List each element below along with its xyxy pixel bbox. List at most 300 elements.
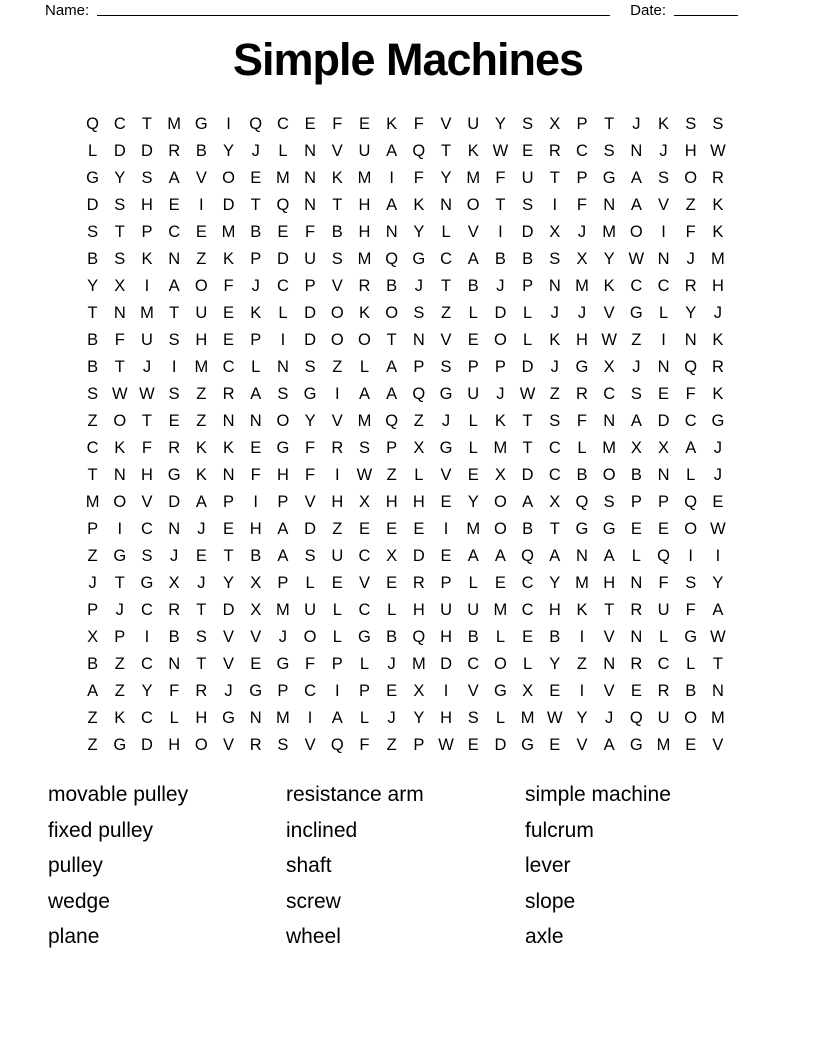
grid-letter: X: [413, 682, 425, 700]
grid-letter: R: [630, 601, 643, 619]
grid-letter: B: [494, 250, 506, 268]
grid-letter: I: [199, 196, 204, 214]
grid-letter: T: [169, 304, 180, 322]
grid-letter: D: [222, 196, 235, 214]
grid-letter: J: [387, 709, 396, 727]
grid-letter: G: [140, 574, 154, 592]
grid-letter: X: [494, 466, 506, 484]
grid-letter: A: [603, 547, 615, 565]
grid-letter: K: [223, 439, 235, 457]
grid-letter: S: [685, 115, 697, 133]
grid-letter: X: [630, 439, 642, 457]
grid-letter: U: [358, 142, 371, 160]
grid-letter: L: [278, 304, 288, 322]
grid-letter: H: [711, 277, 724, 295]
grid-letter: U: [440, 601, 452, 619]
grid-letter: V: [467, 223, 479, 241]
word-list-item: screw: [286, 889, 341, 913]
grid-letter: A: [386, 196, 398, 214]
grid-letter: A: [630, 196, 642, 214]
grid-letter: I: [498, 223, 503, 241]
grid-letter: A: [386, 142, 398, 160]
grid-letter: I: [280, 331, 286, 349]
grid-letter: D: [86, 196, 99, 214]
grid-letter: G: [194, 115, 208, 133]
grid-letter: J: [713, 304, 723, 322]
grid-letter: V: [658, 196, 670, 214]
grid-letter: Z: [87, 412, 98, 430]
grid-letter: I: [171, 358, 177, 376]
date-blank-line: [674, 15, 738, 16]
grid-letter: R: [195, 682, 208, 700]
grid-letter: L: [631, 547, 641, 565]
grid-letter: W: [111, 385, 128, 403]
grid-letter: P: [494, 358, 506, 376]
grid-letter: A: [277, 520, 289, 538]
grid-letter: N: [168, 655, 181, 673]
grid-letter: S: [114, 250, 126, 268]
grid-letter: O: [276, 412, 290, 430]
grid-letter: A: [522, 493, 534, 511]
grid-letter: M: [357, 250, 372, 268]
grid-letter: N: [304, 196, 317, 214]
grid-letter: C: [141, 709, 153, 727]
grid-letter: L: [686, 655, 696, 673]
grid-letter: C: [222, 358, 235, 376]
grid-letter: J: [577, 304, 587, 322]
grid-letter: X: [358, 493, 370, 511]
grid-letter: V: [440, 115, 452, 133]
grid-letter: C: [657, 277, 670, 295]
word-list-column: [48, 777, 188, 955]
grid-letter: L: [468, 412, 478, 430]
grid-letter: S: [304, 547, 316, 565]
grid-letter: G: [222, 709, 235, 727]
grid-letter: A: [358, 385, 370, 403]
grid-letter: S: [467, 709, 479, 727]
grid-letter: B: [168, 628, 180, 646]
grid-letter: N: [304, 169, 317, 187]
grid-letter: V: [195, 169, 207, 187]
grid-letter: X: [386, 547, 398, 565]
grid-letter: B: [195, 142, 207, 160]
grid-letter: P: [250, 331, 262, 349]
grid-letter: J: [251, 277, 260, 295]
grid-letter: X: [549, 493, 561, 511]
grid-letter: A: [467, 250, 479, 268]
grid-letter: N: [113, 304, 126, 322]
grid-letter: O: [113, 493, 127, 511]
grid-letter: M: [357, 412, 372, 430]
grid-letter: W: [139, 385, 155, 403]
grid-letter: B: [549, 628, 561, 646]
grid-letter: A: [277, 547, 289, 565]
grid-letter: R: [576, 385, 588, 403]
grid-letter: J: [632, 115, 641, 133]
grid-letter: I: [661, 331, 666, 349]
grid-letter: P: [467, 358, 479, 376]
grid-letter: H: [168, 736, 181, 754]
grid-letter: D: [168, 493, 181, 511]
name-blank-line: [97, 15, 610, 16]
grid-letter: T: [114, 574, 125, 592]
word-list-item: lever: [525, 854, 571, 878]
grid-letter: L: [577, 439, 587, 457]
grid-letter: W: [710, 628, 726, 646]
grid-letter: V: [331, 412, 343, 430]
grid-letter: C: [141, 520, 153, 538]
grid-letter: T: [196, 655, 207, 673]
grid-letter: U: [304, 250, 317, 268]
grid-letter: E: [168, 196, 180, 214]
grid-letter: P: [630, 493, 642, 511]
grid-letter: Q: [629, 709, 643, 727]
word-list-item: wheel: [286, 925, 341, 949]
grid-letter: A: [386, 385, 398, 403]
grid-letter: H: [684, 142, 697, 160]
grid-letter: E: [549, 682, 561, 700]
grid-letter: F: [413, 115, 424, 133]
grid-letter: P: [141, 223, 153, 241]
grid-letter: Q: [86, 115, 100, 133]
grid-letter: H: [385, 493, 398, 511]
grid-letter: O: [602, 466, 616, 484]
grid-letter: M: [276, 709, 290, 727]
grid-letter: L: [523, 304, 533, 322]
grid-letter: C: [440, 250, 452, 268]
grid-letter: E: [386, 574, 398, 592]
grid-letter: B: [386, 628, 398, 646]
grid-letter: M: [140, 304, 154, 322]
grid-letter: E: [467, 466, 479, 484]
grid-letter: N: [440, 196, 452, 214]
grid-letter: I: [334, 682, 340, 700]
grid-letter: T: [549, 520, 560, 538]
grid-letter: E: [304, 115, 316, 133]
grid-letter: F: [305, 223, 316, 241]
grid-letter: I: [226, 115, 231, 133]
grid-letter: S: [168, 331, 180, 349]
grid-letter: S: [277, 736, 289, 754]
grid-letter: R: [168, 601, 181, 619]
grid-letter: J: [632, 358, 641, 376]
grid-letter: R: [548, 142, 561, 160]
grid-letter: D: [304, 304, 317, 322]
grid-letter: I: [688, 547, 694, 565]
grid-letter: Y: [576, 709, 588, 727]
grid-letter: K: [549, 331, 561, 349]
grid-letter: H: [576, 331, 588, 349]
grid-letter: P: [358, 682, 370, 700]
grid-letter: S: [168, 385, 180, 403]
grid-letter: V: [712, 736, 724, 754]
grid-letter: K: [250, 304, 262, 322]
grid-letter: E: [223, 304, 235, 322]
grid-letter: R: [711, 358, 724, 376]
grid-letter: T: [141, 115, 153, 133]
grid-letter: D: [141, 142, 153, 160]
grid-letter: F: [685, 601, 696, 619]
grid-letter: N: [168, 250, 181, 268]
grid-letter: N: [630, 628, 643, 646]
grid-letter: E: [386, 520, 398, 538]
grid-letter: I: [443, 682, 449, 700]
grid-letter: L: [468, 304, 478, 322]
grid-letter: L: [441, 223, 451, 241]
grid-letter: F: [658, 574, 669, 592]
grid-letter: S: [603, 493, 615, 511]
grid-letter: D: [113, 142, 126, 160]
grid-letter: L: [686, 466, 696, 484]
grid-letter: Q: [521, 547, 535, 565]
grid-letter: J: [197, 574, 206, 592]
grid-letter: P: [440, 574, 452, 592]
grid-letter: B: [522, 250, 534, 268]
grid-letter: S: [712, 115, 724, 133]
grid-letter: M: [711, 250, 725, 268]
grid-letter: J: [115, 601, 124, 619]
grid-letter: D: [304, 520, 317, 538]
grid-letter: A: [549, 547, 561, 565]
date-label: Date:: [630, 2, 666, 19]
grid-letter: N: [249, 412, 262, 430]
grid-letter: U: [331, 547, 344, 565]
grid-letter: Q: [330, 736, 344, 754]
grid-letter: G: [439, 439, 453, 457]
grid-letter: I: [253, 493, 259, 511]
grid-letter: N: [168, 520, 181, 538]
word-list-column: [525, 777, 671, 955]
grid-letter: G: [575, 358, 589, 376]
grid-letter: F: [141, 439, 153, 457]
grid-letter: N: [548, 277, 561, 295]
grid-letter: I: [661, 223, 666, 241]
grid-letter: U: [657, 709, 670, 727]
grid-letter: Q: [276, 196, 290, 214]
grid-letter: S: [413, 304, 425, 322]
grid-letter: L: [523, 655, 533, 673]
grid-letter: G: [86, 169, 100, 187]
grid-letter: M: [656, 736, 671, 754]
grid-letter: M: [711, 709, 725, 727]
word-list-item: simple machine: [525, 783, 671, 806]
grid-letter: T: [114, 223, 125, 241]
grid-letter: P: [413, 358, 425, 376]
grid-letter: N: [603, 196, 616, 214]
grid-letter: J: [496, 277, 505, 295]
grid-letter: H: [548, 601, 561, 619]
grid-letter: N: [603, 412, 616, 430]
grid-letter: K: [413, 196, 425, 214]
grid-letter: F: [332, 115, 343, 133]
grid-letter: L: [359, 709, 370, 727]
grid-letter: R: [168, 142, 181, 160]
grid-letter: S: [522, 196, 534, 214]
grid-letter: K: [712, 385, 724, 403]
grid-letter: O: [493, 331, 507, 349]
grid-letter: T: [141, 412, 153, 430]
grid-letter: Y: [87, 277, 99, 295]
grid-letter: W: [710, 520, 726, 538]
grid-letter: Y: [549, 574, 561, 592]
grid-letter: P: [331, 655, 343, 673]
grid-letter: R: [358, 277, 371, 295]
grid-letter: K: [141, 250, 153, 268]
grid-letter: A: [467, 547, 479, 565]
grid-letter: G: [276, 439, 290, 457]
grid-letter: L: [359, 358, 370, 376]
grid-letter: Y: [413, 709, 425, 727]
grid-letter: V: [141, 493, 153, 511]
grid-letter: F: [114, 331, 125, 349]
grid-letter: I: [334, 466, 340, 484]
grid-letter: P: [304, 277, 316, 295]
grid-letter: V: [331, 277, 343, 295]
grid-letter: M: [276, 169, 290, 187]
grid-letter: B: [87, 331, 99, 349]
grid-letter: K: [223, 250, 235, 268]
grid-letter: M: [493, 439, 508, 457]
grid-letter: F: [359, 736, 370, 754]
grid-letter: I: [552, 196, 558, 214]
grid-letter: L: [523, 331, 533, 349]
grid-letter: N: [576, 547, 588, 565]
grid-letter: G: [303, 385, 317, 403]
grid-letter: V: [358, 574, 370, 592]
grid-letter: N: [711, 682, 724, 700]
grid-letter: E: [440, 547, 452, 565]
grid-letter: V: [223, 736, 235, 754]
grid-letter: M: [466, 169, 481, 187]
grid-letter: T: [522, 412, 533, 430]
grid-letter: N: [657, 466, 670, 484]
grid-letter: C: [657, 655, 670, 673]
grid-letter: Z: [87, 736, 98, 754]
grid-letter: T: [440, 277, 452, 295]
grid-letter: P: [250, 250, 262, 268]
grid-letter: H: [195, 709, 208, 727]
grid-letter: Y: [440, 169, 452, 187]
grid-letter: G: [276, 655, 290, 673]
grid-letter: A: [712, 601, 724, 619]
grid-letter: Y: [223, 142, 235, 160]
grid-letter: C: [521, 601, 534, 619]
word-list-item: axle: [525, 925, 564, 949]
grid-letter: J: [278, 628, 288, 646]
grid-letter: S: [114, 196, 126, 214]
grid-letter: M: [221, 223, 236, 241]
grid-letter: E: [386, 682, 398, 700]
grid-letter: V: [331, 142, 343, 160]
grid-letter: L: [251, 358, 261, 376]
grid-letter: Y: [685, 304, 697, 322]
grid-letter: L: [468, 574, 478, 592]
grid-letter: S: [549, 412, 561, 430]
page-title: Simple Machines: [232, 34, 584, 85]
grid-letter: S: [440, 358, 452, 376]
grid-letter: T: [114, 358, 125, 376]
grid-letter: D: [521, 223, 534, 241]
grid-letter: Z: [386, 466, 397, 484]
grid-letter: B: [331, 223, 343, 241]
grid-letter: F: [413, 169, 424, 187]
grid-letter: P: [413, 736, 425, 754]
grid-letter: O: [493, 520, 507, 538]
grid-letter: M: [85, 493, 100, 511]
grid-letter: G: [602, 169, 616, 187]
grid-letter: O: [330, 304, 344, 322]
word-list-column: [286, 777, 424, 955]
grid-letter: D: [276, 250, 289, 268]
grid-letter: T: [87, 466, 98, 484]
grid-letter: G: [684, 628, 698, 646]
grid-letter: H: [249, 520, 262, 538]
grid-letter: Q: [385, 412, 399, 430]
grid-letter: Q: [657, 547, 670, 565]
grid-letter: S: [549, 250, 561, 268]
grid-letter: F: [305, 655, 316, 673]
grid-letter: X: [576, 250, 588, 268]
grid-letter: X: [413, 439, 425, 457]
word-list-item: fulcrum: [525, 818, 594, 842]
grid-letter: V: [304, 736, 316, 754]
grid-letter: S: [195, 628, 207, 646]
grid-letter: N: [412, 331, 425, 349]
grid-letter: Z: [114, 655, 125, 673]
grid-letter: Z: [196, 385, 207, 403]
grid-letter: R: [630, 655, 643, 673]
grid-letter: O: [303, 628, 317, 646]
grid-letter: J: [550, 304, 559, 322]
grid-letter: P: [87, 520, 99, 538]
grid-letter: A: [630, 412, 642, 430]
grid-letter: E: [250, 169, 262, 187]
grid-letter: W: [519, 385, 536, 403]
grid-letter: E: [195, 223, 207, 241]
grid-letter: H: [412, 493, 425, 511]
grid-letter: H: [141, 466, 153, 484]
grid-letter: V: [440, 466, 452, 484]
word-list-item: resistance arm: [286, 783, 424, 806]
grid-letter: G: [412, 250, 426, 268]
grid-letter: P: [386, 439, 398, 457]
grid-letter: X: [114, 277, 126, 295]
grid-letter: L: [658, 628, 669, 646]
grid-letter: G: [493, 682, 507, 700]
grid-letter: N: [603, 655, 616, 673]
word-list-item: shaft: [286, 854, 332, 878]
grid-letter: K: [712, 223, 724, 241]
grid-letter: X: [549, 115, 561, 133]
grid-letter: B: [87, 358, 99, 376]
grid-letter: J: [170, 547, 179, 565]
grid-letter: Q: [575, 493, 589, 511]
grid-letter: I: [579, 682, 585, 700]
grid-letter: N: [249, 709, 262, 727]
grid-letter: S: [522, 115, 534, 133]
grid-letter: K: [712, 196, 724, 214]
grid-letter: S: [331, 250, 343, 268]
grid-letter: T: [332, 196, 343, 214]
grid-letter: V: [603, 682, 615, 700]
grid-letter: K: [658, 115, 670, 133]
grid-letter: B: [630, 466, 642, 484]
grid-letter: O: [113, 412, 127, 430]
grid-letter: M: [575, 277, 589, 295]
grid-letter: M: [602, 223, 617, 241]
grid-letter: Z: [332, 520, 343, 538]
grid-letter: W: [356, 466, 373, 484]
